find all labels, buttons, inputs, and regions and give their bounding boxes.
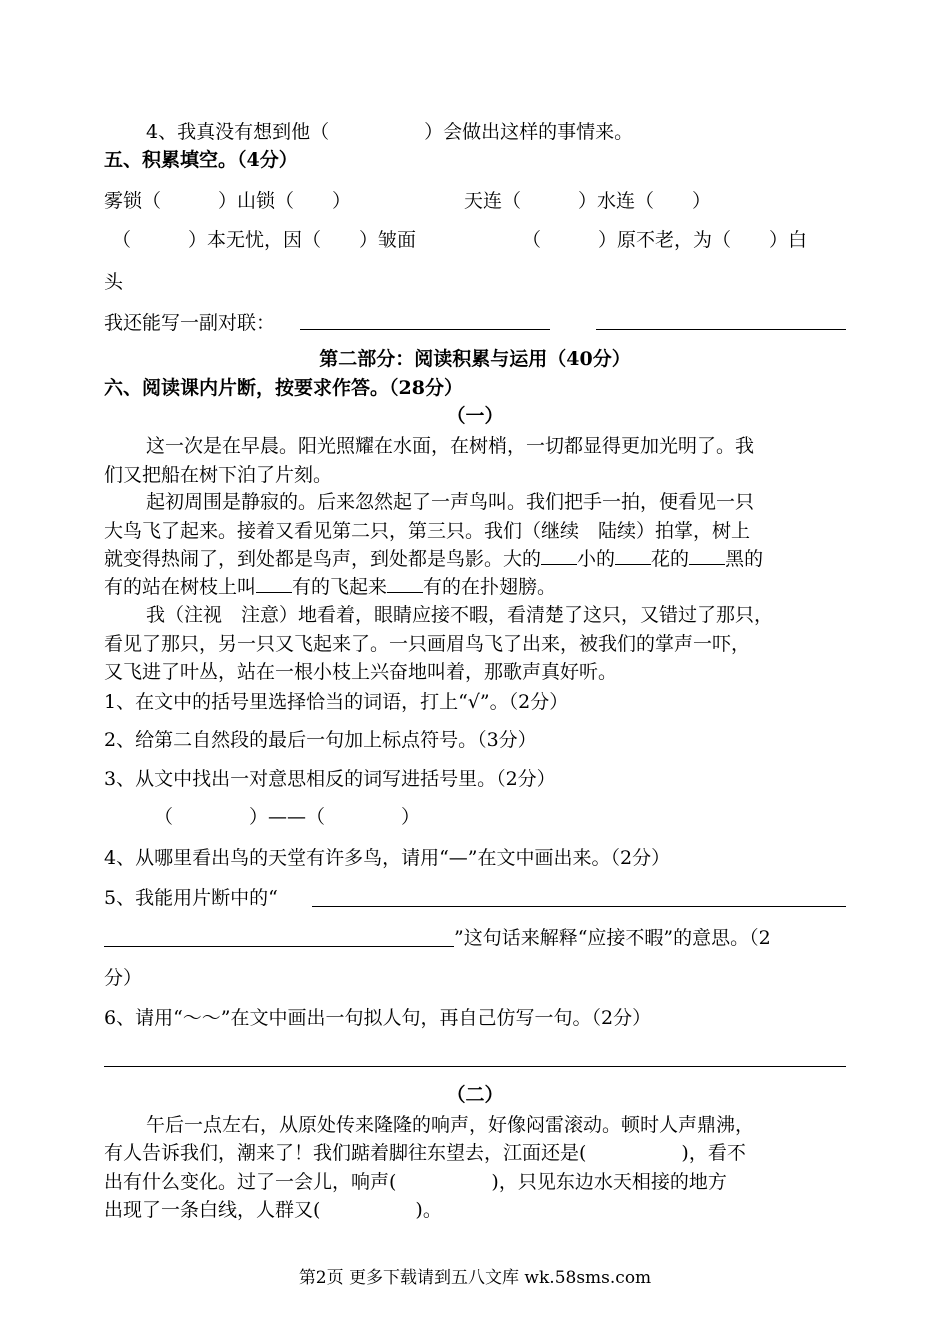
- fill-da: 大的: [503, 548, 542, 570]
- punct-blank-2[interactable]: [615, 548, 651, 565]
- punct-blank-1[interactable]: [541, 548, 577, 565]
- couplet-fill-1: （ ）本无忧，因（ ）皱面: [112, 229, 417, 251]
- couplet-line-2[interactable]: [596, 329, 846, 330]
- punct-blank-5[interactable]: [387, 576, 423, 593]
- couplet-wrap: 头: [104, 271, 124, 293]
- paragraph-4-line-4: 出现了一条白线，人群又( )。: [104, 1199, 442, 1221]
- paragraph-3-line-3: 又飞进了叶丛，站在一根小枝上兴奋地叫着，那歌声真好听。: [104, 661, 618, 683]
- paragraph-4-line-2: 有人告诉我们，潮来了！我们踮着脚往东望去，江面还是( )，看不: [104, 1142, 746, 1164]
- answer-line-6[interactable]: [104, 1066, 846, 1067]
- paragraph-3-line-2: 看见了那只，另一只又飞起来了。一只画眉鸟飞了出来，被我们的掌声一吓，: [104, 633, 751, 655]
- punct-blank-4[interactable]: [256, 576, 292, 593]
- fill-hua: 花的: [651, 548, 690, 570]
- page-footer: 第2页 更多下载请到五八文库 wk.58sms.com: [298, 1268, 652, 1288]
- couplet-line-1[interactable]: [300, 329, 550, 330]
- passage-2-label: （二）: [446, 1084, 504, 1106]
- answer-line-5a[interactable]: [312, 906, 846, 907]
- paragraph-4-line-1: 午后一点左右，从原处传来隆隆的响声，好像闷雷滚动。顿时人声鼎沸，: [146, 1114, 755, 1136]
- question-3: 3、从文中找出一对意思相反的词写进括号里。（2分）: [104, 768, 556, 790]
- couplet-label: 我还能写一副对联：: [104, 312, 276, 334]
- fill-fei: 有的飞起来: [292, 576, 388, 598]
- idiom-fill-1: 雾锁（ ）山锁（ ）: [104, 190, 352, 212]
- fill-hei: 黑的: [725, 548, 764, 570]
- question-1: 1、在文中的括号里选择恰当的词语，打上“√”。（2分）: [104, 691, 569, 713]
- question-6: 6、请用“～～”在文中画出一句拟人句，再自己仿写一句。（2分）: [104, 1007, 652, 1029]
- question-4: 4、我真没有想到他（ ）会做出这样的事情来。: [146, 121, 634, 143]
- fill-pu: 有的在扑翅膀。: [423, 576, 557, 598]
- passage-1-label: （一）: [446, 405, 504, 427]
- paragraph-2-line-1: 起初周围是静寂的。后来忽然起了一声鸟叫。我们把手一拍，便看见一只: [146, 491, 755, 513]
- paragraph-2-line-4: [104, 575, 556, 599]
- section-5-title: 五、积累填空。（4分）: [104, 149, 298, 171]
- paragraph-2-line-2: 大鸟飞了起来。接着又看见第二只，第三只。我们（继续 陆续）拍掌，树上: [104, 520, 751, 542]
- section-6-title: 六、阅读课内片断，按要求作答。（28分）: [104, 377, 463, 399]
- answer-line-5b[interactable]: [104, 946, 454, 947]
- question-3-answer: （ ）——（ ）: [154, 806, 421, 828]
- paragraph-1-line-2: 们又把船在树下泊了片刻。: [104, 464, 333, 486]
- paragraph-1-line-1: 这一次是在早晨。阳光照耀在水面，在树梢，一切都显得更加光明了。我: [146, 435, 755, 457]
- couplet-fill-2: （ ）原不老，为（ ）白: [522, 229, 808, 251]
- punct-blank-3[interactable]: [689, 548, 725, 565]
- part-2-title: 第二部分：阅读积累与运用（40分）: [319, 348, 631, 370]
- paragraph-3-line-1: 我（注视 注意）地看着，眼睛应接不暇，看清楚了这只，又错过了那只，: [146, 604, 774, 626]
- paragraph-2-text: 就变得热闹了，到处都是鸟声，到处都是鸟影。: [104, 548, 504, 570]
- paragraph-4-line-3: 出有什么变化。过了一会儿，响声( )，只见东边水天相接的地方: [104, 1171, 727, 1193]
- question-2: 2、给第二自然段的最后一句加上标点符号。（3分）: [104, 729, 537, 751]
- question-4b: 4、从哪里看出鸟的天堂有许多鸟，请用“—”在文中画出来。（2分）: [104, 847, 671, 869]
- paragraph-2-line-3: [104, 547, 763, 571]
- question-5-wrap: 分）: [104, 967, 143, 989]
- question-5: 5、我能用片断中的“: [104, 887, 278, 909]
- idiom-fill-2: 天连（ ）水连（ ）: [464, 190, 712, 212]
- fill-xiao: 小的: [577, 548, 616, 570]
- question-5-cont: ”这句话来解释“应接不暇”的意思。（2: [454, 927, 771, 949]
- fill-zhan: 有的站在树枝上叫: [104, 576, 257, 598]
